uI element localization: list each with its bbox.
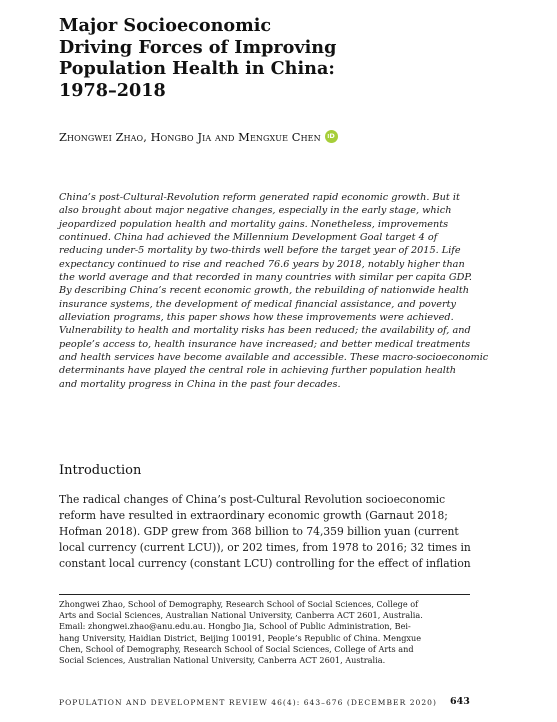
abstract-line: expectancy continued to rise and reached 76.6 years by 2018, notably higher than (59, 258, 465, 270)
abstract-line: continued. China had achieved the Millennium Development Goal target 4 of (59, 232, 438, 244)
body-line: Hofman 2018). GDP grew from 368 billion to 74,359 billion yuan (current (59, 524, 459, 538)
body-line: local currency (current LCU)), or 202 times, from 1978 to 2016; 32 times in (59, 540, 471, 554)
abstract-line: alleviation programs, this paper shows how these improvements were achieved. (59, 312, 454, 324)
page-number: 643 (450, 696, 470, 707)
title-line: 1978–2018 (59, 79, 166, 101)
title-line: Driving Forces of Improving (59, 36, 337, 58)
author-affiliations-footnote (59, 599, 471, 666)
title-line: Population Health in China: (59, 58, 335, 80)
orcid-icon[interactable]: iD (325, 130, 338, 143)
body-line: The radical changes of China’s post-Cultural Revolution socioeconomic (59, 493, 446, 506)
abstract-line: the world average and that recorded in many countries with similar per capita GDP. (59, 272, 473, 284)
footnote-line: Social Sciences, Australian National University, Canberra ACT 2601, Australia. (59, 655, 386, 666)
abstract-line: also brought about major negative changes, especially in the early stage, which (59, 205, 452, 217)
footnote-line: hang University, Haidian District, Beijing 100191, People’s Republic of China. Mengxue (59, 632, 422, 643)
section-heading: Introduction (59, 463, 142, 478)
footnote-line: Zhongwei Zhao, School of Demography, Research School of Social Sciences, College of (59, 599, 419, 609)
body-paragraph (59, 492, 471, 572)
abstract-line: and health services have become available and accessible. These macro-socioeconomic (59, 352, 489, 364)
article-title (59, 15, 389, 101)
abstract-line: people’s access to, health insurance have increased; and better medical treatments (59, 338, 471, 350)
abstract (59, 191, 489, 391)
abstract-line: reducing under-5 mortality by two-thirds well before the target year of 2015. Life (59, 245, 461, 257)
abstract-line: Vulnerability to health and mortality risks has been reduced; the availability of, and (59, 325, 471, 337)
body-line: constant local currency (constant LCU) controlling for the effect of inflation (59, 556, 471, 570)
author-names: Zhongwei Zhao, Hongbo Jia and Mengxue Chen (59, 130, 321, 144)
footnote-line: Email: zhongwei.zhao@anu.edu.au. Hongbo Jia, School of Public Administration, Bei- (59, 621, 411, 632)
abstract-line: and mortality progress in China in the past four decades. (59, 378, 341, 390)
footnote-divider (59, 594, 470, 595)
abstract-line: By describing China’s recent economic growth, the rebuilding of nationwide health (59, 285, 470, 297)
abstract-line: determinants have played the central role in achieving further population health (59, 365, 457, 377)
title-line: Major Socioeconomic (59, 15, 272, 36)
author-list (59, 130, 338, 144)
footnote-line: Arts and Social Sciences, Australian National University, Canberra ACT 2601, Australia. (59, 610, 423, 621)
journal-footer: POPULATION AND DEVELOPMENT REVIEW 46(4): 643–676 (DECEMBER 2020) (59, 698, 437, 707)
footnote-line: Chen, School of Demography, Research School of Social Sciences, College of Arts and (59, 643, 414, 654)
abstract-line: China’s post-Cultural-Revolution reform generated rapid economic growth. But it (59, 192, 460, 203)
abstract-line: insurance systems, the development of medical financial assistance, and poverty (59, 298, 456, 310)
body-line: reform have resulted in extraordinary economic growth (Garnaut 2018; (59, 508, 448, 522)
abstract-line: jeopardized population health and mortality gains. Nonetheless, improvements (59, 218, 449, 230)
